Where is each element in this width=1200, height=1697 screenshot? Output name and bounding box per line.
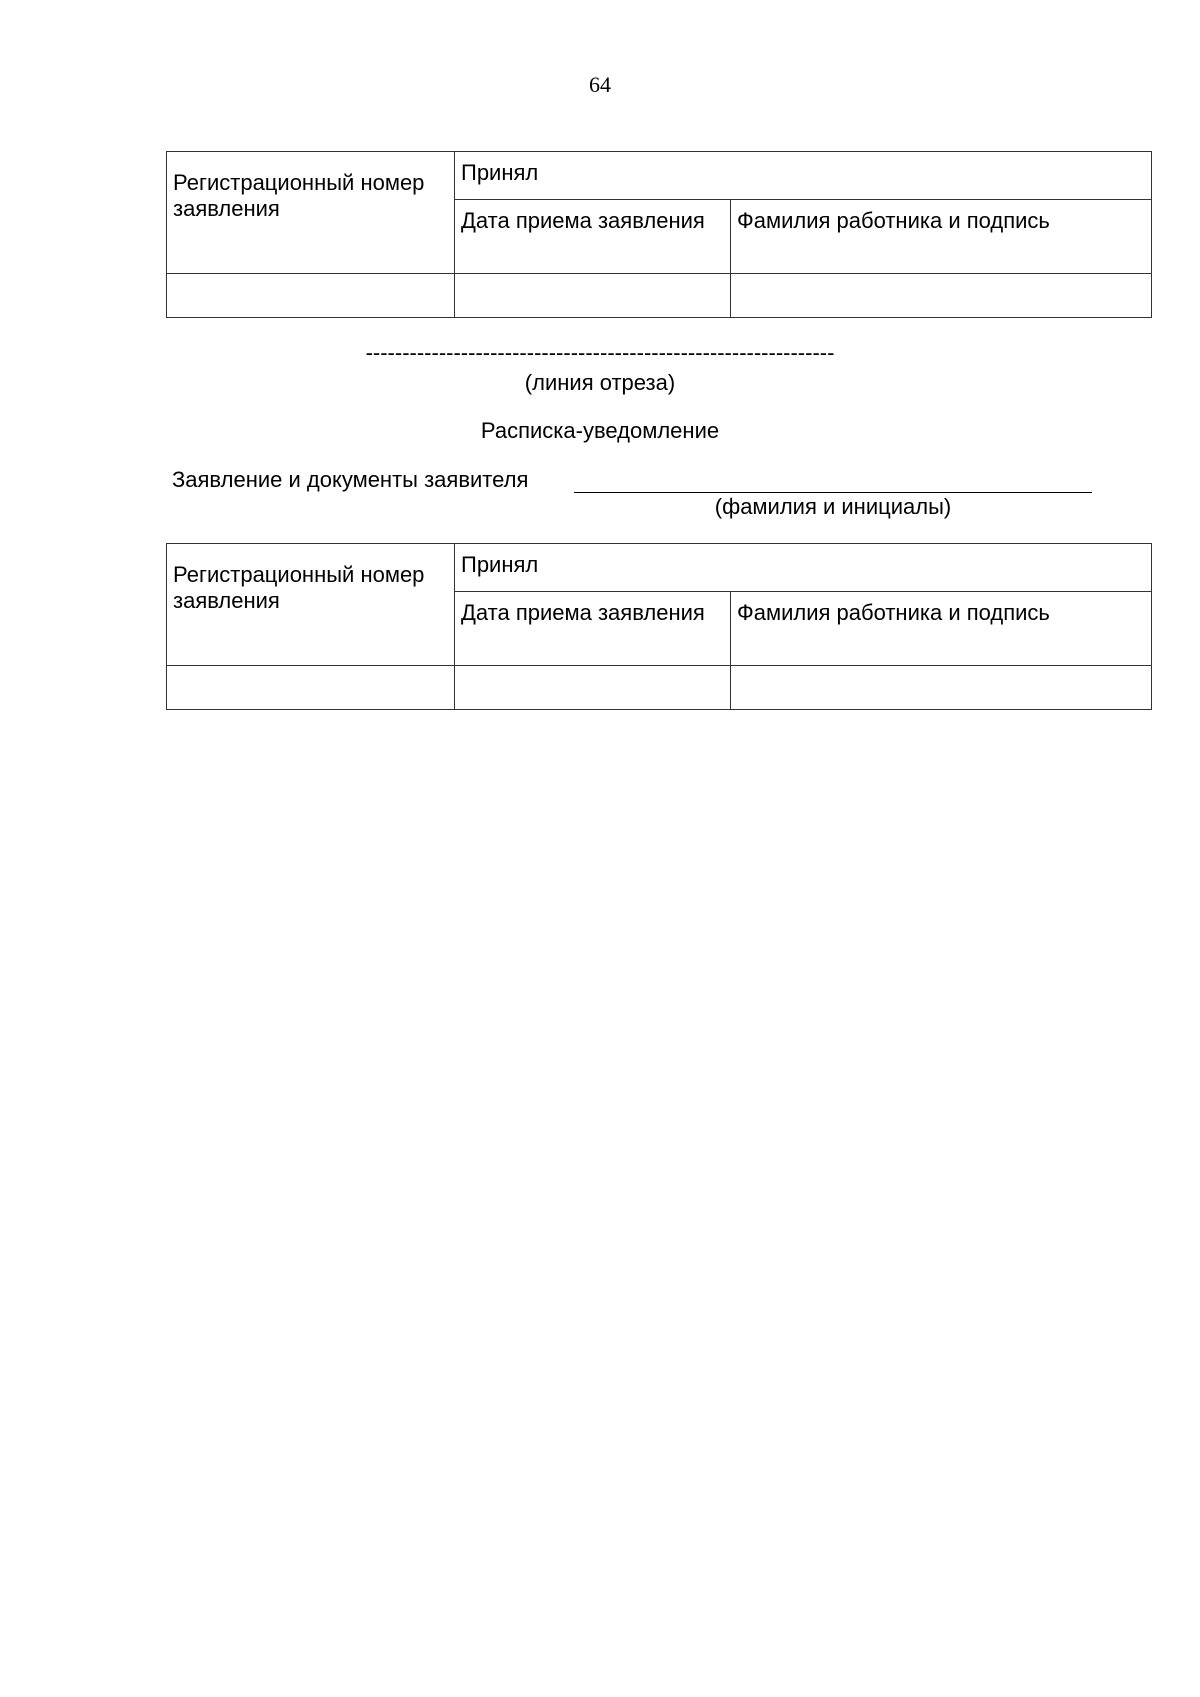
cut-line-label: (линия отреза)	[524, 370, 676, 395]
accepted-header: Принял	[455, 544, 1152, 592]
date-header: Дата приема заявления	[455, 200, 731, 274]
accepted-header: Принял	[455, 152, 1152, 200]
employee-cell[interactable]	[731, 274, 1152, 318]
table-row	[167, 274, 1152, 318]
reg-number-cell[interactable]	[167, 274, 455, 318]
reg-number-cell[interactable]	[167, 666, 455, 710]
employee-header: Фамилия работника и подпись	[731, 592, 1152, 666]
reg-number-header: Регистрационный номер заявления	[167, 152, 455, 274]
registration-table-bottom	[166, 543, 1152, 710]
employee-cell[interactable]	[731, 666, 1152, 710]
reg-number-header: Регистрационный номер заявления	[167, 544, 455, 666]
applicant-name-caption: (фамилия и инициалы)	[714, 494, 952, 519]
applicant-name-line[interactable]	[574, 492, 1092, 493]
page-number: 64	[589, 72, 611, 97]
employee-header: Фамилия работника и подпись	[731, 200, 1152, 274]
date-header: Дата приема заявления	[455, 592, 731, 666]
registration-table-top	[166, 151, 1152, 318]
receipt-title: Расписка-уведомление	[480, 418, 720, 443]
cut-line: ----------------------------------------------------------------	[365, 340, 835, 365]
date-cell[interactable]	[455, 274, 731, 318]
table-row	[167, 666, 1152, 710]
statement-text: Заявление и документы заявителя	[172, 467, 529, 492]
date-cell[interactable]	[455, 666, 731, 710]
